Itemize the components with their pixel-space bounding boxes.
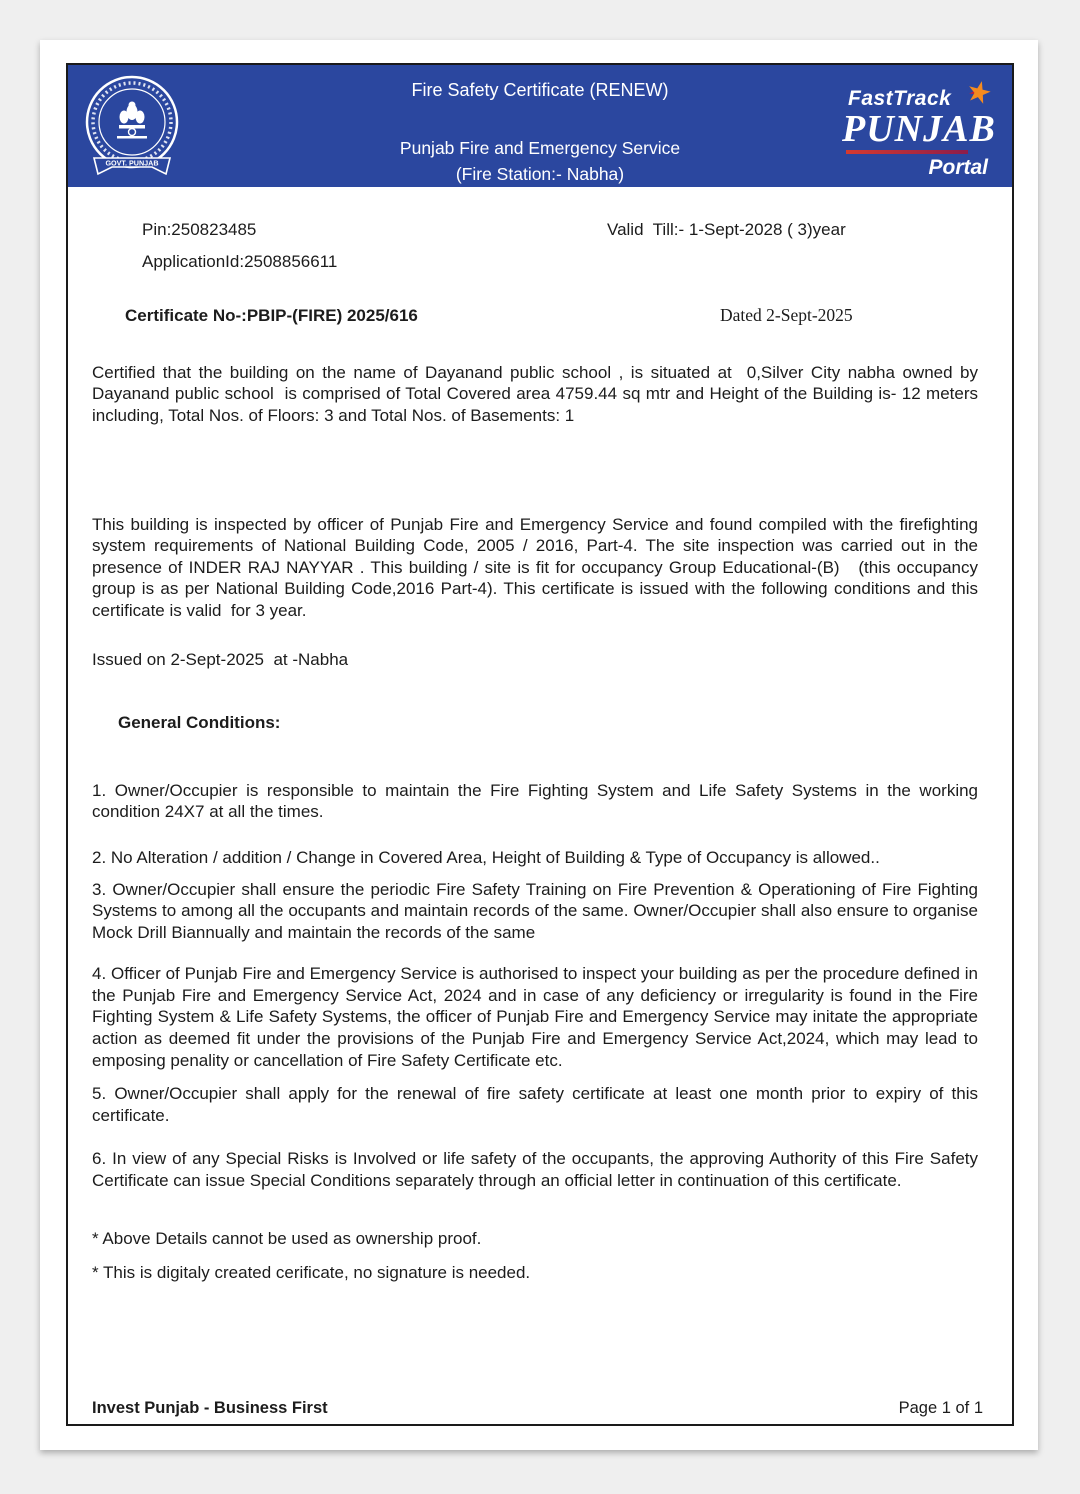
logo-fasttrack-label: FastTrack — [848, 87, 952, 110]
footer — [68, 1399, 1012, 1424]
issued-line: Issued on 2-Sept-2025 at -Nabha — [92, 649, 349, 669]
certificate-page — [40, 40, 1038, 1450]
logo-fasttrack-text — [842, 87, 1002, 111]
bottom-spacer — [68, 1284, 1012, 1399]
footer-slogan: Invest Punjab - Business First — [92, 1399, 328, 1417]
condition-item: 6. In view of any Special Risks is Involved or life safety of the occupants, the approving Authority of this Fire Safety Certificate can issue Special Conditions separately through an official letter in continuation of this certificate. — [92, 1149, 983, 1191]
condition-item: 2. No Alteration / addition / Change in Covered Area, Height of Building & Type of Occupancy is allowed.. — [92, 847, 880, 867]
note-item: * This is digitaly created cerificate, no signature is needed. — [92, 1263, 531, 1283]
certificate-no: Certificate No-:PBIP-(FIRE) 2025/616 — [125, 306, 418, 326]
general-conditions-heading: General Conditions: — [118, 713, 281, 733]
certificate-no-row — [92, 305, 978, 327]
logo-portal-label: Portal — [928, 156, 988, 179]
star-icon — [964, 79, 994, 109]
logo-red-line — [846, 150, 968, 154]
header-title: Fire Safety Certificate (RENEW) — [411, 80, 669, 100]
document-frame — [66, 63, 1014, 1426]
page-indicator: Page 1 of 1 — [898, 1399, 983, 1417]
condition-item: 4. Officer of Punjab Fire and Emergency Service is authorised to inspect your building as per the procedure defined in the Punjab Fire and Emergency Service Act, 2024 and in case of any deficiency or irregularity is found in the Fire Fighting System & Life Safety Systems, the officer of Punjab Fire and Emergency Service may initate the appropriate action as deemed fit under the provisions of the Punjab Fire and Emergency Service Act,2024, which may lead to emposing penality or cancellation of Fire Safety Certificate etc. — [92, 964, 983, 1070]
condition-item: 5. Owner/Occupier shall apply for the renewal of fire safety certificate at least one month prior to expiry of this certificate. — [92, 1084, 983, 1125]
emblem-caption: GOVT. PUNJAB — [105, 158, 159, 168]
dated-value: Dated 2-Sept-2025 — [720, 305, 853, 326]
fasttrack-punjab-logo — [842, 87, 1002, 180]
header-station: (Fire Station:- Nabha) — [455, 164, 625, 184]
intro-paragraph: Certified that the building on the name of Dayanand public school , is situated at 0,Silver City nabha owned by Dayanand public school is comprised of Total Covered area 4759.44 sq mtr and Height of the Building is- 12 meters including, Total Nos. of Floors: 3 and Total Nos. of Basements: 1 — [92, 362, 983, 425]
pin-valid-row — [92, 219, 978, 241]
condition-item: 3. Owner/Occupier shall ensure the periodic Fire Safety Training on Fire Prevention & Operationing of Fire Fighting Systems to among all the occupants and maintain records of the same. Owner/Occupier shall also ensure to organise Mock Drill Biannually and maintain the records of the same — [92, 879, 983, 942]
inspection-paragraph: This building is inspected by officer of Punjab Fire and Emergency Service and found compiled with the firefighting system requirements of National Building Code, 2005 / 2016, Part-4. The site inspection was carried out in the presence of INDER RAJ NAYYAR . This building / site is fit for occupancy Group Educational-(B) (this occupancy group is as per National Building Code,2016 Part-4). This certificate is issued with the following conditions and this certificate is valid for 3 year. — [92, 514, 983, 620]
valid-till-value: Valid Till:- 1-Sept-2028 ( 3)year — [607, 220, 846, 239]
condition-item: 1. Owner/Occupier is responsible to maintain the Fire Fighting System and Life Safety Systems in the working condition 24X7 at all the times. — [92, 780, 983, 822]
certificate-body — [68, 187, 1012, 1284]
note-item: * Above Details cannot be used as ownership proof. — [92, 1228, 482, 1248]
header-subtitle: Punjab Fire and Emergency Service — [399, 138, 681, 158]
certificate-header — [68, 65, 1012, 187]
pin-value: Pin:250823485 — [142, 220, 257, 239]
application-id-value: ApplicationId:2508856611 — [142, 251, 338, 271]
logo-punjab-label: PUNJAB — [842, 108, 996, 150]
